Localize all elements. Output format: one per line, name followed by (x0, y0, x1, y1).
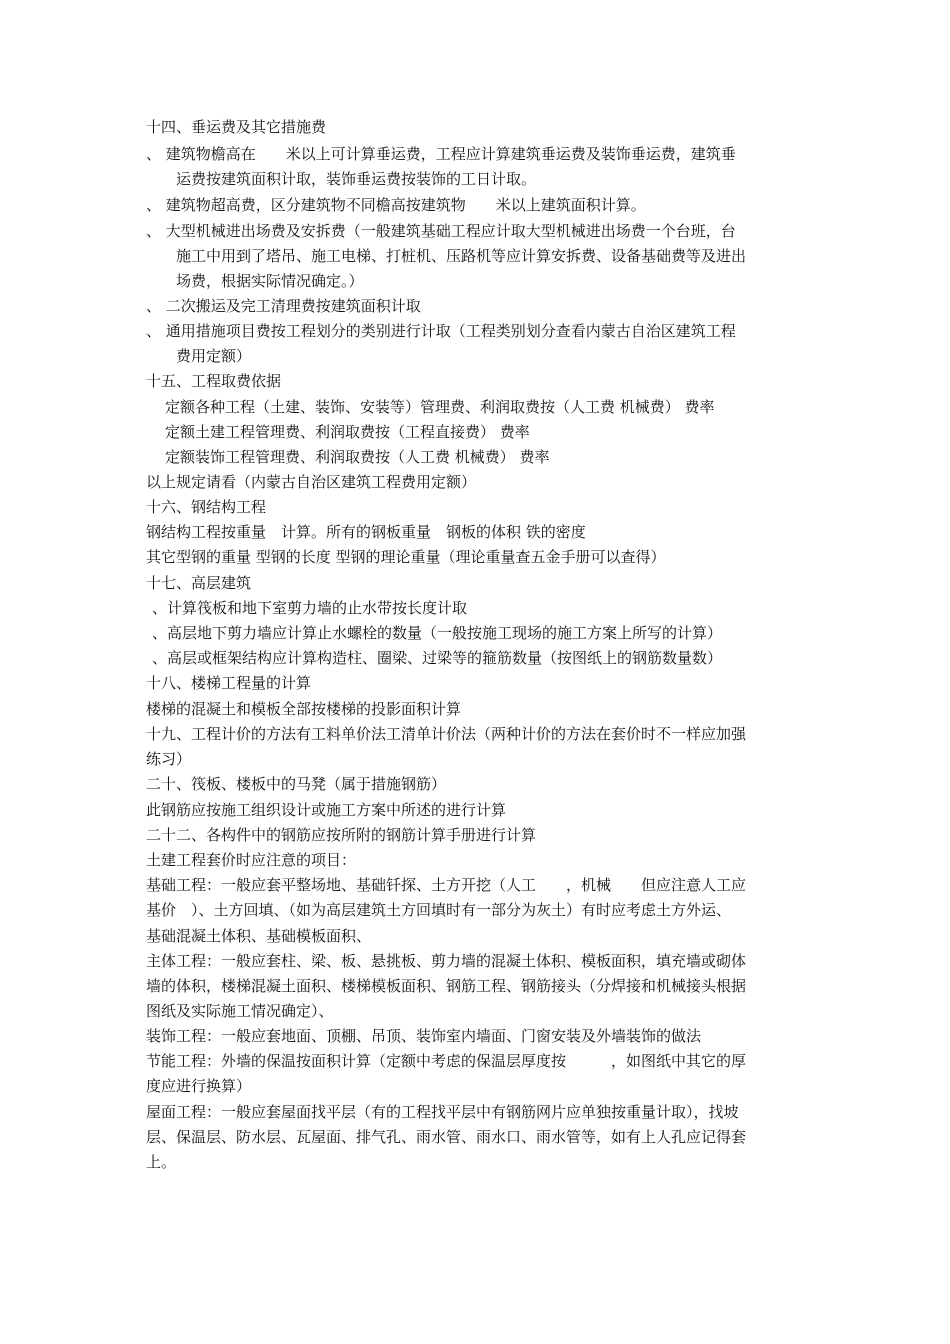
paragraph: 层、保温层、防水层、瓦屋面、排气孔、雨水管、雨水口、雨水管等，如有上人孔应记得套 (146, 1128, 747, 1146)
list-item: 、高层或框架结构应计算构造柱、圈梁、过梁等的箍筋数量（按图纸上的钢筋数量数） (152, 649, 723, 667)
paragraph: 以上规定请看（内蒙古自治区建筑工程费用定额） (146, 473, 477, 491)
paragraph: 度应进行换算） (146, 1077, 252, 1095)
paragraph: 图纸及实际施工情况确定）、 (146, 1002, 334, 1020)
paragraph: 定额装饰工程管理费、利润取费按（人工费 机械费） 费率 (165, 448, 550, 466)
paragraph: 基础混凝土体积、基础模板面积、 (146, 927, 372, 945)
paragraph: 楼梯的混凝土和模板全部按楼梯的投影面积计算 (146, 700, 462, 718)
paragraph: 主体工程：一般应套柱、梁、板、悬挑板、剪力墙的混凝土体积、模板面积，填充墙或砌体 (146, 952, 747, 970)
section-heading-19: 十九、工程计价的方法有工料单价法工清单计价法（两种计价的方法在套价时不一样应加强 (146, 725, 747, 743)
list-item: 、 建筑物檐高在 米以上可计算垂运费，工程应计算建筑垂运费及装饰垂运费，建筑垂 (146, 145, 736, 163)
list-item-continuation: 运费按建筑面积计取，装饰垂运费按装饰的工日计取。 (176, 170, 537, 188)
list-item-continuation: 施工中用到了塔吊、施工电梯、打桩机、压路机等应计算安拆费、设备基础费等及进出 (176, 247, 747, 265)
paragraph: 钢结构工程按重量 计算。所有的钢板重量 钢板的体积 铁的密度 (146, 523, 586, 541)
paragraph: 定额土建工程管理费、利润取费按（工程直接费） 费率 (165, 423, 530, 441)
list-item: 、 通用措施项目费按工程划分的类别进行计取（工程类别划分查看内蒙古自治区建筑工程 (146, 322, 736, 340)
paragraph-continuation: 练习） (146, 750, 192, 768)
paragraph: 土建工程套价时应注意的项目： (146, 851, 357, 869)
section-heading-22: 二十二、各构件中的钢筋应按所附的钢筋计算手册进行计算 (146, 826, 537, 844)
section-heading-20: 二十、筏板、楼板中的马凳（属于措施钢筋） (146, 775, 447, 793)
paragraph: 墙的体积，楼梯混凝土面积、楼梯模板面积、钢筋工程、钢筋接头（分焊接和机械接头根据 (146, 977, 747, 995)
list-item: 、高层地下剪力墙应计算止水螺栓的数量（一般按施工现场的施工方案上所写的计算） (152, 624, 723, 642)
section-heading-15: 十五、工程取费依据 (146, 372, 282, 390)
list-item: 、计算筏板和地下室剪力墙的止水带按长度计取 (152, 599, 468, 617)
paragraph: 节能工程：外墙的保温按面积计算（定额中考虑的保温层厚度按 ，如图纸中其它的厚 (146, 1052, 747, 1070)
paragraph: 基础工程：一般应套平整场地、基础钎探、土方开挖（人工 ，机械 但应注意人工应 (146, 876, 747, 894)
section-heading-17: 十七、高层建筑 (146, 574, 252, 592)
list-item: 、 二次搬运及完工清理费按建筑面积计取 (146, 297, 421, 315)
paragraph: 装饰工程：一般应套地面、顶棚、吊顶、装饰室内墙面、门窗安装及外墙装饰的做法 (146, 1027, 702, 1045)
paragraph: 此钢筋应按施工组织设计或施工方案中所述的进行计算 (146, 801, 507, 819)
paragraph: 定额各种工程（土建、装饰、安装等）管理费、利润取费按（人工费 机械费） 费率 (165, 398, 715, 416)
section-heading-14: 十四、垂运费及其它措施费 (146, 118, 327, 136)
paragraph: 上。 (146, 1153, 177, 1171)
list-item-continuation: 场费，根据实际情况确定。） (176, 272, 364, 290)
paragraph: 其它型钢的重量 型钢的长度 型钢的理论重量（理论重量查五金手册可以查得） (146, 548, 666, 566)
list-item-continuation: 费用定额） (176, 347, 252, 365)
list-item: 、 大型机械进出场费及安拆费（一般建筑基础工程应计取大型机械进出场费一个台班，台 (146, 222, 736, 240)
list-item: 、 建筑物超高费，区分建筑物不同檐高按建筑物 米以上建筑面积计算。 (146, 196, 646, 214)
paragraph: 屋面工程：一般应套屋面找平层（有的工程找平层中有钢筋网片应单独按重量计取），找坡 (146, 1103, 739, 1121)
section-heading-16: 十六、钢结构工程 (146, 498, 267, 516)
section-heading-18: 十八、楼梯工程量的计算 (146, 674, 312, 692)
paragraph: 基价 ）、土方回填、（如为高层建筑土方回填时有一部分为灰土）有时应考虑土方外运、 (146, 901, 732, 919)
